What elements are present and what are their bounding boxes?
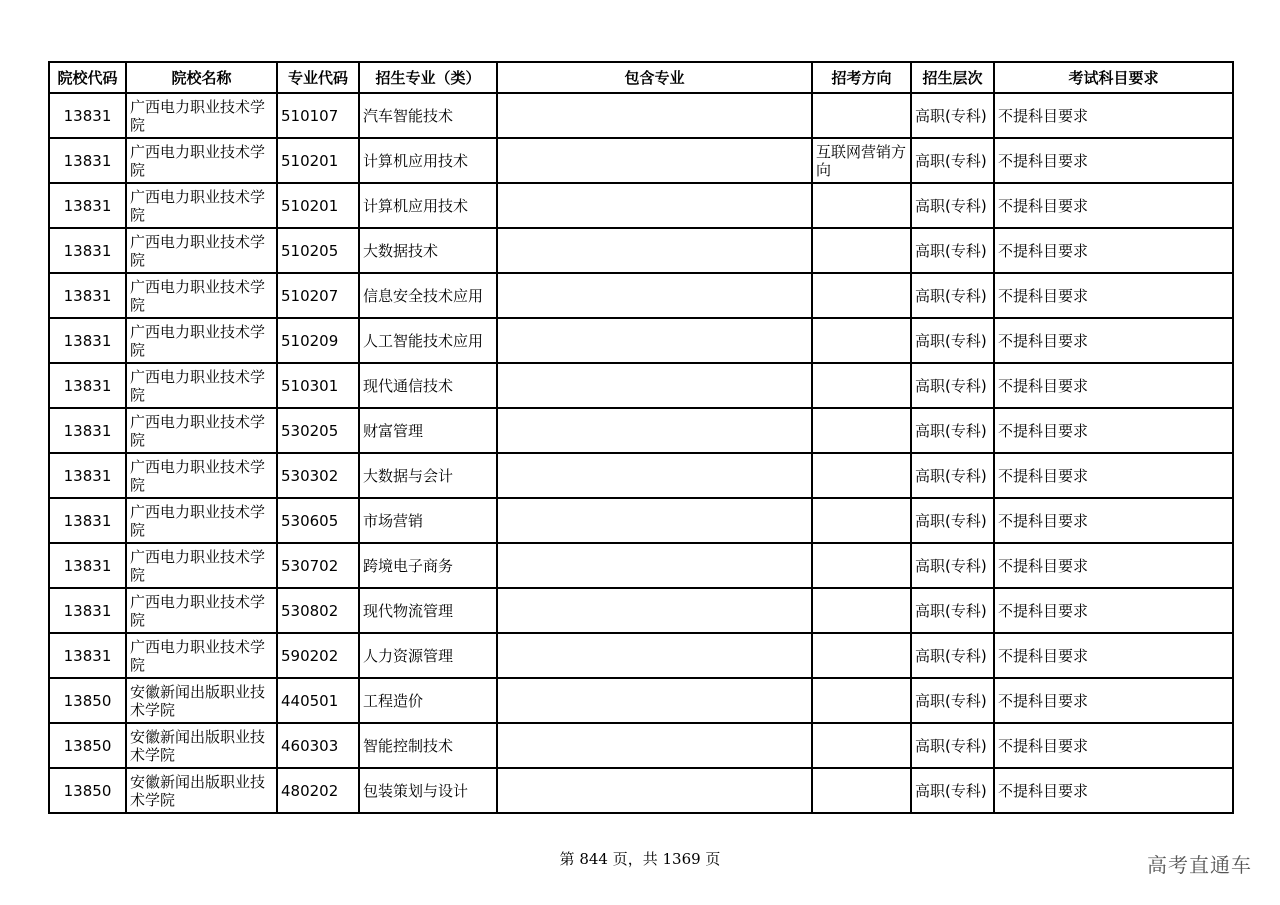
school-name-cell: 广西电力职业技术学院 (126, 498, 277, 543)
school-code-cell: 13850 (49, 678, 126, 723)
included-majors-cell (497, 588, 812, 633)
included-majors-cell (497, 633, 812, 678)
school-code-cell: 13831 (49, 588, 126, 633)
header-school-name: 院校名称 (126, 62, 277, 93)
level-cell: 高职(专科) (911, 93, 994, 138)
direction-cell (812, 93, 911, 138)
major-code-cell: 510209 (277, 318, 359, 363)
major-cell: 市场营销 (359, 498, 497, 543)
level-cell: 高职(专科) (911, 453, 994, 498)
school-name-cell: 安徽新闻出版职业技术学院 (126, 723, 277, 768)
school-name-cell: 广西电力职业技术学院 (126, 543, 277, 588)
direction-cell (812, 228, 911, 273)
direction-cell (812, 498, 911, 543)
direction-cell (812, 453, 911, 498)
subject-requirement-cell: 不提科目要求 (994, 93, 1233, 138)
subject-requirement-cell: 不提科目要求 (994, 228, 1233, 273)
table-row (49, 273, 1233, 318)
direction-cell (812, 363, 911, 408)
direction-cell (812, 723, 911, 768)
school-name-cell: 安徽新闻出版职业技术学院 (126, 768, 277, 813)
page-number: 第 844 页，共 1369 页 (559, 850, 721, 868)
school-code-cell: 13831 (49, 453, 126, 498)
school-code-cell: 13831 (49, 228, 126, 273)
major-cell: 现代物流管理 (359, 588, 497, 633)
school-name-cell: 广西电力职业技术学院 (126, 633, 277, 678)
major-code-cell: 510201 (277, 183, 359, 228)
major-code-cell: 530702 (277, 543, 359, 588)
included-majors-cell (497, 678, 812, 723)
header-direction: 招考方向 (812, 62, 911, 93)
school-code-cell: 13831 (49, 543, 126, 588)
major-code-cell: 460303 (277, 723, 359, 768)
major-code-cell: 440501 (277, 678, 359, 723)
header-included-majors: 包含专业 (497, 62, 812, 93)
school-code-cell: 13831 (49, 633, 126, 678)
subject-requirement-cell: 不提科目要求 (994, 498, 1233, 543)
included-majors-cell (497, 768, 812, 813)
school-name-cell: 广西电力职业技术学院 (126, 408, 277, 453)
table-row (49, 183, 1233, 228)
school-code-cell: 13850 (49, 768, 126, 813)
level-cell: 高职(专科) (911, 588, 994, 633)
school-code-cell: 13850 (49, 723, 126, 768)
header-subject-requirement: 考试科目要求 (994, 62, 1233, 93)
school-code-cell: 13831 (49, 273, 126, 318)
included-majors-cell (497, 318, 812, 363)
major-code-cell: 530302 (277, 453, 359, 498)
subject-requirement-cell: 不提科目要求 (994, 273, 1233, 318)
major-code-cell: 510207 (277, 273, 359, 318)
included-majors-cell (497, 723, 812, 768)
major-cell: 计算机应用技术 (359, 183, 497, 228)
school-code-cell: 13831 (49, 183, 126, 228)
school-name-cell: 广西电力职业技术学院 (126, 318, 277, 363)
direction-cell: 互联网营销方向 (812, 138, 911, 183)
school-code-cell: 13831 (49, 498, 126, 543)
school-name-cell: 广西电力职业技术学院 (126, 363, 277, 408)
direction-cell (812, 633, 911, 678)
admissions-table (48, 61, 1234, 814)
major-code-cell: 530205 (277, 408, 359, 453)
school-code-cell: 13831 (49, 93, 126, 138)
table-row (49, 93, 1233, 138)
subject-requirement-cell: 不提科目要求 (994, 768, 1233, 813)
table-row (49, 408, 1233, 453)
school-name-cell: 安徽新闻出版职业技术学院 (126, 678, 277, 723)
direction-cell (812, 543, 911, 588)
level-cell: 高职(专科) (911, 273, 994, 318)
included-majors-cell (497, 138, 812, 183)
school-name-cell: 广西电力职业技术学院 (126, 273, 277, 318)
included-majors-cell (497, 363, 812, 408)
header-school-code: 院校代码 (49, 62, 126, 93)
major-cell: 工程造价 (359, 678, 497, 723)
major-cell: 包装策划与设计 (359, 768, 497, 813)
included-majors-cell (497, 183, 812, 228)
school-code-cell: 13831 (49, 408, 126, 453)
included-majors-cell (497, 498, 812, 543)
subject-requirement-cell: 不提科目要求 (994, 138, 1233, 183)
major-cell: 跨境电子商务 (359, 543, 497, 588)
table-row (49, 228, 1233, 273)
level-cell: 高职(专科) (911, 183, 994, 228)
level-cell: 高职(专科) (911, 318, 994, 363)
direction-cell (812, 408, 911, 453)
level-cell: 高职(专科) (911, 678, 994, 723)
subject-requirement-cell: 不提科目要求 (994, 633, 1233, 678)
header-major-code: 专业代码 (277, 62, 359, 93)
header-level: 招生层次 (911, 62, 994, 93)
table-row (49, 768, 1233, 813)
school-name-cell: 广西电力职业技术学院 (126, 93, 277, 138)
school-name-cell: 广西电力职业技术学院 (126, 138, 277, 183)
subject-requirement-cell: 不提科目要求 (994, 318, 1233, 363)
subject-requirement-cell: 不提科目要求 (994, 723, 1233, 768)
table-row (49, 363, 1233, 408)
subject-requirement-cell: 不提科目要求 (994, 363, 1233, 408)
major-code-cell: 510301 (277, 363, 359, 408)
table-body (49, 93, 1233, 813)
level-cell: 高职(专科) (911, 768, 994, 813)
major-cell: 大数据技术 (359, 228, 497, 273)
level-cell: 高职(专科) (911, 138, 994, 183)
direction-cell (812, 588, 911, 633)
included-majors-cell (497, 273, 812, 318)
direction-cell (812, 273, 911, 318)
subject-requirement-cell: 不提科目要求 (994, 453, 1233, 498)
school-code-cell: 13831 (49, 363, 126, 408)
major-cell: 现代通信技术 (359, 363, 497, 408)
major-code-cell: 590202 (277, 633, 359, 678)
major-cell: 信息安全技术应用 (359, 273, 497, 318)
major-cell: 人力资源管理 (359, 633, 497, 678)
subject-requirement-cell: 不提科目要求 (994, 588, 1233, 633)
subject-requirement-cell: 不提科目要求 (994, 543, 1233, 588)
table-row (49, 633, 1233, 678)
major-code-cell: 510107 (277, 93, 359, 138)
table-header-row (49, 62, 1233, 93)
major-code-cell: 510201 (277, 138, 359, 183)
level-cell: 高职(专科) (911, 543, 994, 588)
included-majors-cell (497, 408, 812, 453)
table-row (49, 498, 1233, 543)
school-name-cell: 广西电力职业技术学院 (126, 183, 277, 228)
direction-cell (812, 183, 911, 228)
major-cell: 汽车智能技术 (359, 93, 497, 138)
table-row (49, 318, 1233, 363)
major-cell: 大数据与会计 (359, 453, 497, 498)
direction-cell (812, 318, 911, 363)
school-name-cell: 广西电力职业技术学院 (126, 588, 277, 633)
table-row (49, 723, 1233, 768)
table-row (49, 543, 1233, 588)
major-cell: 财富管理 (359, 408, 497, 453)
watermark-text: 高考直通车 (1147, 853, 1252, 877)
included-majors-cell (497, 93, 812, 138)
major-code-cell: 480202 (277, 768, 359, 813)
major-cell: 人工智能技术应用 (359, 318, 497, 363)
direction-cell (812, 768, 911, 813)
subject-requirement-cell: 不提科目要求 (994, 408, 1233, 453)
major-code-cell: 530802 (277, 588, 359, 633)
major-code-cell: 510205 (277, 228, 359, 273)
direction-cell (812, 678, 911, 723)
level-cell: 高职(专科) (911, 723, 994, 768)
table-row (49, 588, 1233, 633)
major-cell: 计算机应用技术 (359, 138, 497, 183)
table-row (49, 138, 1233, 183)
level-cell: 高职(专科) (911, 633, 994, 678)
level-cell: 高职(专科) (911, 228, 994, 273)
level-cell: 高职(专科) (911, 498, 994, 543)
school-name-cell: 广西电力职业技术学院 (126, 228, 277, 273)
included-majors-cell (497, 453, 812, 498)
school-name-cell: 广西电力职业技术学院 (126, 453, 277, 498)
school-code-cell: 13831 (49, 318, 126, 363)
table-row (49, 678, 1233, 723)
level-cell: 高职(专科) (911, 408, 994, 453)
subject-requirement-cell: 不提科目要求 (994, 678, 1233, 723)
header-major: 招生专业（类） (359, 62, 497, 93)
table-row (49, 453, 1233, 498)
major-cell: 智能控制技术 (359, 723, 497, 768)
subject-requirement-cell: 不提科目要求 (994, 183, 1233, 228)
level-cell: 高职(专科) (911, 363, 994, 408)
included-majors-cell (497, 228, 812, 273)
included-majors-cell (497, 543, 812, 588)
major-code-cell: 530605 (277, 498, 359, 543)
school-code-cell: 13831 (49, 138, 126, 183)
